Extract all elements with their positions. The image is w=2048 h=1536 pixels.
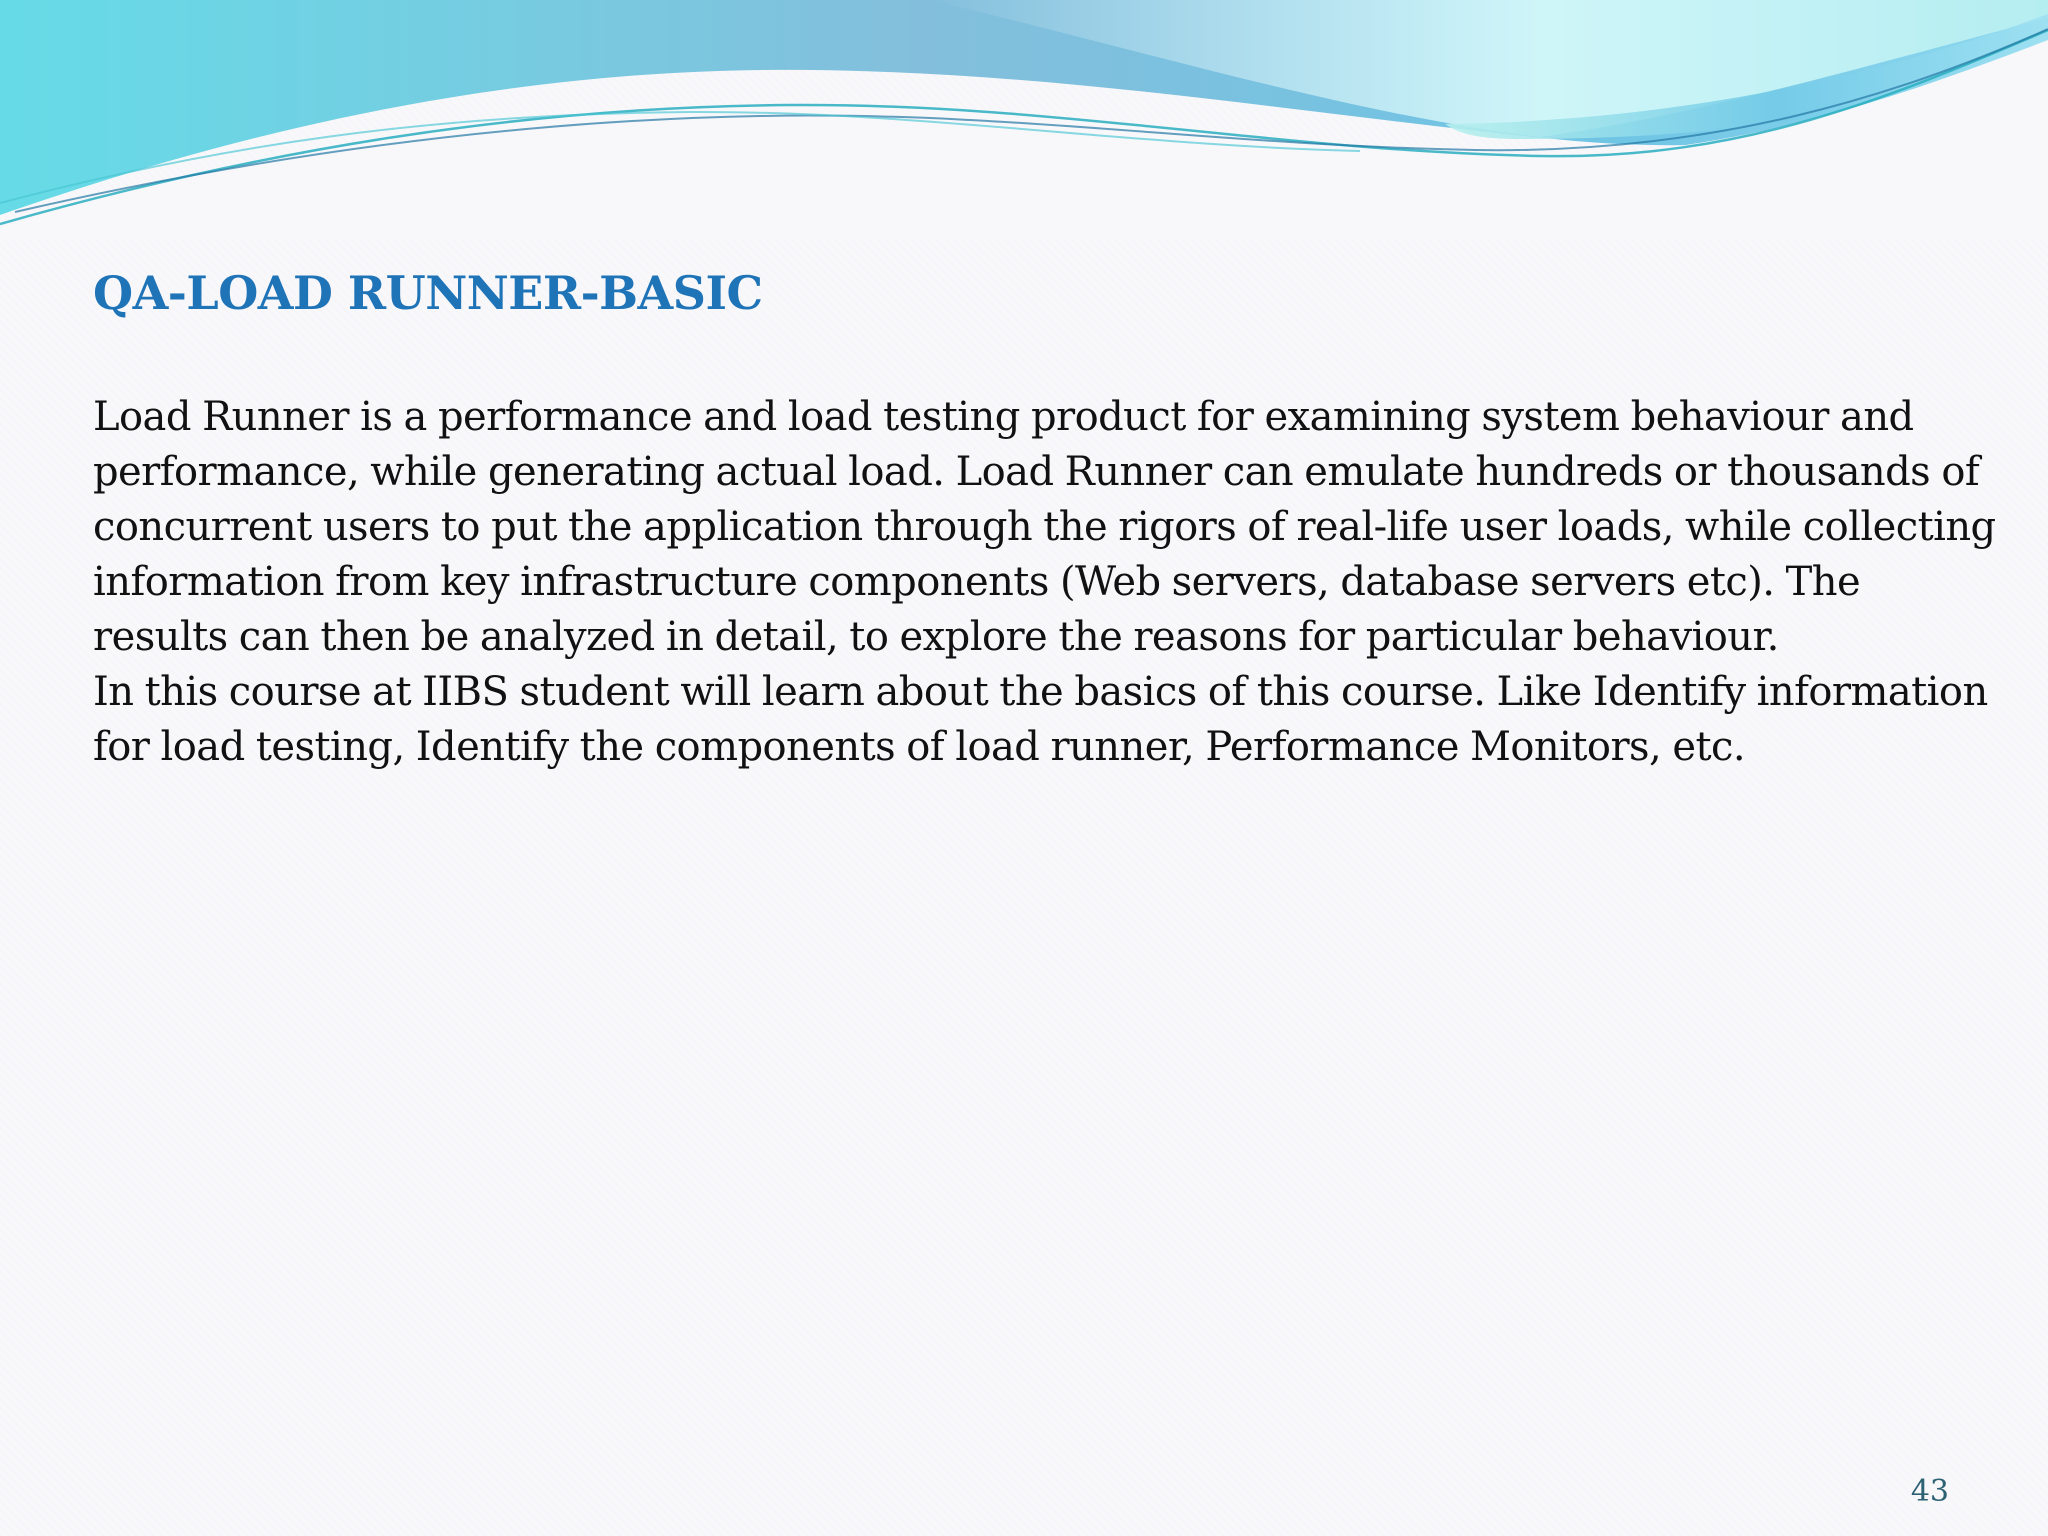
- body-line: Load Runner is a performance and load testing product for examining system behaviour and: [93, 394, 1914, 440]
- page-number: 43: [1910, 1474, 1949, 1509]
- slide-title: QA-LOAD RUNNER-BASIC: [93, 266, 763, 320]
- body-line: information from key infrastructure components (Web servers, database servers etc). The: [93, 559, 1861, 605]
- body-line: for load testing, Identify the components of load runner, Performance Monitors, etc.: [93, 724, 1745, 770]
- body-line: concurrent users to put the application through the rigors of real-life user loads, while collecting: [93, 504, 1996, 550]
- decorative-wave-header: [0, 0, 2048, 240]
- body-line: In this course at IIBS student will learn about the basics of this course. Like Identify information: [93, 669, 1988, 715]
- slide-body-text: [93, 390, 1996, 775]
- body-line: performance, while generating actual load. Load Runner can emulate hundreds or thousands of: [93, 449, 1980, 495]
- body-line: results can then be analyzed in detail, to explore the reasons for particular behaviour.: [93, 614, 1779, 660]
